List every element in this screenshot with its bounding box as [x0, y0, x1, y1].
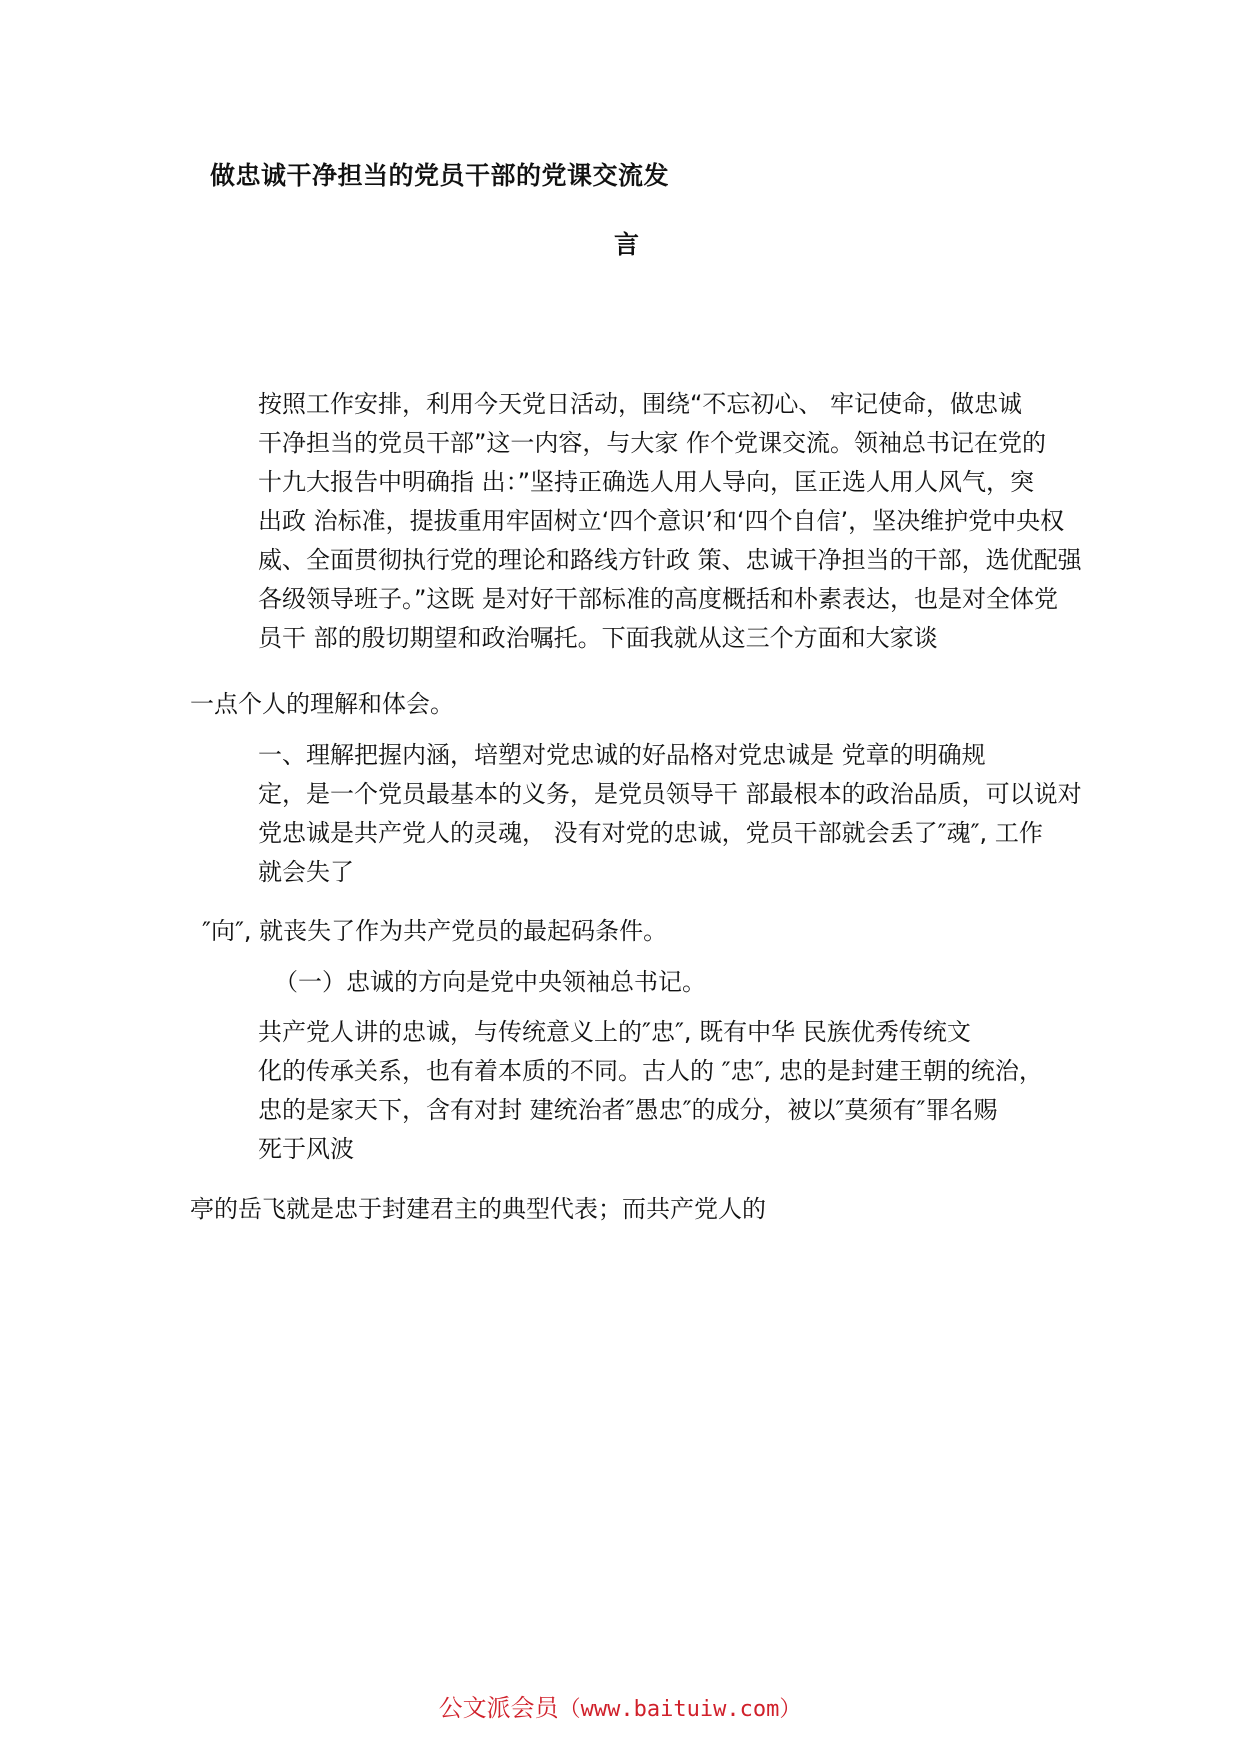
- footer-watermark: [0, 1688, 1240, 1723]
- text-line: 按照工作安排，利用今天党日活动，围绕“不忘初心、 牢记使命，做忠诚: [258, 390, 1023, 418]
- document-title-line-1: 做忠诚干净担当的党员干部的党课交流发: [210, 161, 670, 190]
- text-line: 一点个人的理解和体会。: [190, 690, 454, 718]
- footer-brand: 公文派会员: [438, 1694, 559, 1722]
- text-line: 共产党人讲的忠诚，与传统意义上的″忠″, 既有中华 民族优秀传统文: [258, 1018, 971, 1046]
- paragraph-loyalty-continued: [190, 1190, 1070, 1229]
- document-title-line-2: 言: [614, 230, 640, 259]
- paragraph-intro: [190, 385, 1082, 658]
- text-line: 党忠诚是共产党人的灵魂， 没有对党的忠诚，党员干部就会丢了″魂″, 工作: [258, 819, 1043, 847]
- text-line: 化的传承关系，也有着本质的不同。古人的 ″忠″, 忠的是封建王朝的统治，: [258, 1057, 1043, 1085]
- text-line: 威、全面贯彻执行党的理论和路线方针政 策、忠诚干净担当的干部，选优配强: [258, 546, 1082, 574]
- text-line: 死于风波: [258, 1135, 354, 1163]
- text-line: 干净担当的党员干部”这一内容，与大家 作个党课交流。领袖总书记在党的: [258, 429, 1047, 457]
- paragraph-section-one: [190, 736, 1082, 892]
- subheading-loyalty-direction: [190, 963, 1154, 1002]
- text-line: 定，是一个党员最基本的义务，是党员领导干 部最根本的政治品质，可以说对: [258, 780, 1082, 808]
- paragraph-section-one-continued: [190, 912, 1082, 951]
- text-line: 就会失了: [258, 858, 354, 886]
- text-line: 忠的是家天下，含有对封 建统治者″愚忠″的成分，被以″莫须有″罪名赐: [258, 1096, 998, 1124]
- text-line: 员干 部的殷切期望和政治嘱托。下面我就从这三个方面和大家谈: [258, 624, 938, 652]
- text-line: 一、理解把握内涵，培塑对党忠诚的好品格对党忠诚是 党章的明确规: [258, 741, 986, 769]
- text-line: 十九大报告中明确指 出：”坚持正确选人用人导向，匡正选人用人风气，突: [258, 468, 1035, 496]
- text-line: （一）忠诚的方向是党中央领袖总书记。: [274, 968, 706, 996]
- paragraph-intro-continued: [190, 685, 1070, 724]
- text-line: ″向″, 就丧失了作为共产党员的最起码条件。: [202, 917, 668, 945]
- text-line: 各级领导班子。”这既 是对好干部标准的高度概括和朴素表达，也是对全体党: [258, 585, 1059, 613]
- footer-url: （www.baituiw.com）: [558, 1697, 802, 1722]
- text-line: 出政 治标准，提拔重用牢固树立‘四个意识’和‘四个自信’，坚决维护党中央权: [258, 507, 1065, 535]
- text-line: 亭的岳飞就是忠于封建君主的典型代表；而共产党人的: [190, 1195, 766, 1223]
- paragraph-loyalty-tradition: [190, 1013, 1070, 1169]
